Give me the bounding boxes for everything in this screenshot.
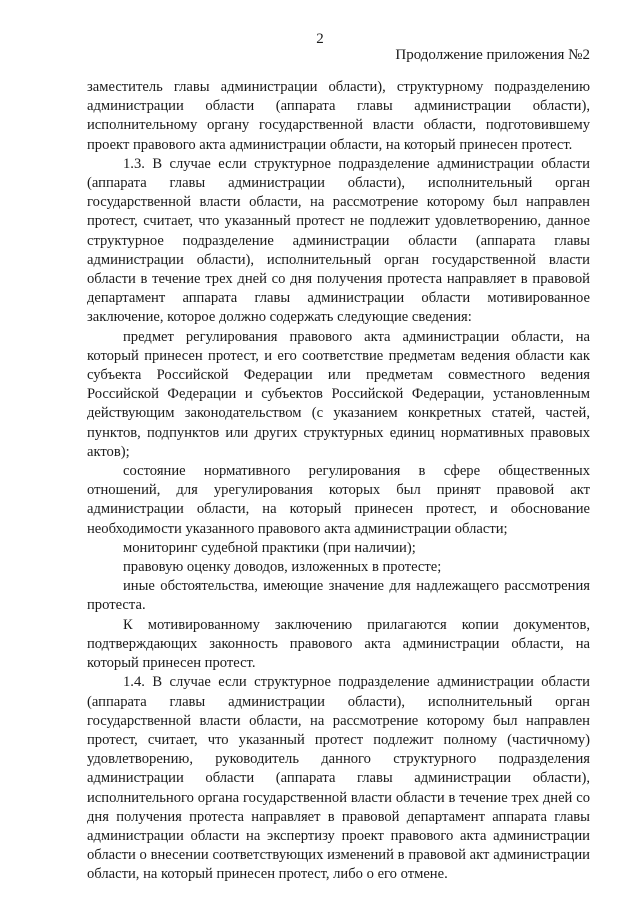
page-number: 2 bbox=[316, 31, 324, 47]
appendix-header: Продолжение приложения №2 bbox=[395, 47, 590, 63]
document-body bbox=[87, 78, 590, 885]
list-item-regulation-state: состояние нормативного регулирования в сфере общественных отношений, для урегулирования которых был принят правовой акт администрации области, на который принесен протест, и обоснование необходимости указанного правового акта администрации области; bbox=[87, 463, 590, 537]
paragraph-attachments: К мотивированному заключению прилагаются копии документов, подтверждающих законность правового акта администрации области, на который принесен протест. bbox=[87, 616, 590, 672]
paragraph-1-4: 1.4. В случае если структурное подразделение администрации области (аппарата главы администрации области), исполнительный орган государственной власти области, на рассмотрение которому был направлен протест, считает, что указанный протест подлежит полному (частичному) удовлетворению, руководитель данного структурного подразделения администрации области (аппарата главы администрации области), исполнительного органа государственной власти области в течение трех дней со дня получения протеста направляет в правовой департамент аппарата главы администрации области на экспертизу проект правового акта администрации области о внесении соответствующих изменений в правовой акт администрации области, на который принесен протест, либо о его отмене. bbox=[87, 674, 590, 883]
list-item-legal-assessment: правовую оценку доводов, изложенных в протесте; bbox=[123, 559, 442, 576]
list-item-court-monitoring: мониторинг судебной практики (при наличии); bbox=[123, 539, 416, 556]
paragraph-1-3: 1.3. В случае если структурное подразделение администрации области (аппарата главы администрации области), исполнительный орган государственной власти области, на рассмотрение которому был направлен протест, считает, что указанный протест не подлежит удовлетворению, данное структурное подразделение администрации области (аппарата главы администрации области), исполнительный орган государственной власти области в течение трех дней со дня получения протеста направляет в правовой департамент аппарата главы администрации области мотивированное заключение, которое должно содержать следующие сведения: bbox=[87, 155, 590, 326]
paragraph-continuation: заместитель главы администрации области), структурному подразделению администрации области (аппарата главы администрации области), исполнительному органу государственной власти области, подготовившему проект правового акта администрации области, на который принесен протест. bbox=[87, 79, 590, 153]
list-item-regulation-subject: предмет регулирования правового акта администрации области, на который принесен протест, и его соответствие предметам ведения области как субъекта Российской Федерации или предметам совместного ведения Российской Федерации и субъектов Российской Федерации, установленным действующим законодательством (с указанием конкретных статей, частей, пунктов, подпунктов или других структурных единиц нормативных правовых актов); bbox=[87, 328, 590, 460]
list-item-other-circumstances: иные обстоятельства, имеющие значение для надлежащего рассмотрения протеста. bbox=[87, 578, 590, 614]
